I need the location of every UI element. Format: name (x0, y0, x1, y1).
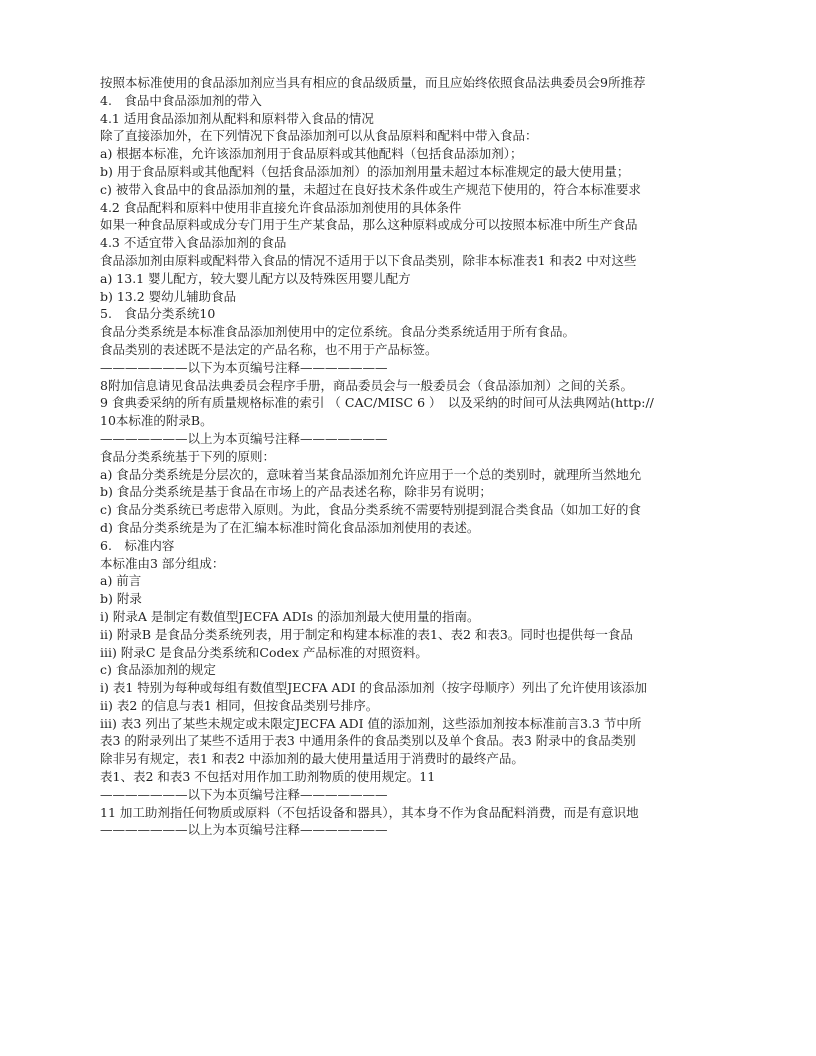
text-line: 表3 的附录列出了某些不适用于表3 中通用条件的食品类别以及单个食品。表3 附录中的食品类别 (100, 733, 636, 749)
list-item: a) 食品分类系统是分层次的，意味着当某食品添加剂允许应用于一个总的类别时，就理所当然地允 (100, 466, 642, 482)
list-item: a) 13.1 婴儿配方，较大婴儿配方以及特殊医用婴儿配方 (100, 270, 411, 286)
footnote: 9 食典委采纳的所有质量规格标准的索引 （ CAC/MISC 6 ） 以及采纳的时间可从法典网站(http:// (100, 395, 654, 411)
section-heading: 5. 食品分类系统10 (100, 306, 216, 322)
text-line: 食品分类系统是本标准食品添加剂使用中的定位系统。食品分类系统适用于所有食品。 (100, 324, 576, 340)
subsection-heading: 4.2 食品配料和原料中使用非直接允许食品添加剂使用的具体条件 (100, 199, 462, 215)
list-item: c) 食品分类系统已考虑带入原则。为此，食品分类系统不需要特别提到混合类食品（如加工好的食 (100, 502, 641, 518)
text-line: 食品添加剂由原料或配料带入食品的情况不适用于以下食品类别，除非本标准表1 和表2 中对这些 (100, 252, 637, 268)
section-heading: 4. 食品中食品添加剂的带入 (100, 92, 262, 108)
text-line: 食品类别的表述既不是法定的产品名称，也不用于产品标签。 (100, 341, 438, 357)
section-heading: 6. 标准内容 (100, 537, 175, 553)
footnote-divider: ———————以上为本页编号注释——————— (100, 430, 388, 446)
text-line: 按照本标准使用的食品添加剂应当具有相应的食品级质量，而且应始终依照食品法典委员会9所推荐 (100, 75, 646, 90)
list-item: d) 食品分类系统是为了在汇编本标准时简化食品添加剂使用的表述。 (100, 519, 480, 535)
footnote: 8附加信息请见食品法典委员会程序手册，商品委员会与一般委员会（食品添加剂）之间的关系。 (100, 377, 633, 393)
footnote-divider: ———————以上为本页编号注释——————— (100, 822, 388, 838)
text-line: 本标准由3 部分组成： (100, 555, 225, 571)
list-item: i) 附录A 是制定有数值型JECFA ADIs 的添加剂最大使用量的指南。 (100, 608, 480, 624)
text-line: 食品分类系统基于下列的原则： (100, 448, 276, 464)
document-body (100, 74, 738, 839)
footnote-divider: ———————以下为本页编号注释——————— (100, 359, 388, 375)
text-line: 如果一种食品原料或成分专门用于生产某食品，那么这种原料或成分可以按照本标准中所生产食品 (100, 217, 638, 233)
list-item: b) 用于食品原料或其他配料（包括食品添加剂）的添加剂用量未超过本标准规定的最大使用量； (100, 163, 630, 179)
list-item: ii) 附录B 是食品分类系统列表，用于制定和构建本标准的表1、表2 和表3。同时也提供每一食品 (100, 626, 633, 642)
list-item: i) 表1 特别为每种或每组有数值型JECFA ADI 的食品添加剂（按字母顺序）列出了允许使用该添加 (100, 680, 648, 696)
list-item: b) 附录 (100, 591, 142, 607)
list-item: b) 食品分类系统是基于食品在市场上的产品表述名称，除非另有说明； (100, 484, 492, 500)
list-item: iii) 表3 列出了某些未规定或未限定JECFA ADI 值的添加剂，这些添加剂按本标准前言3.3 节中所 (100, 715, 642, 731)
list-item: iii) 附录C 是食品分类系统和Codex 产品标准的对照资料。 (100, 644, 428, 660)
text-line: 除非另有规定，表1 和表2 中添加剂的最大使用量适用于消费时的最终产品。 (100, 751, 524, 767)
list-item: c) 被带入食品中的食品添加剂的量，未超过在良好技术条件或生产规范下使用的，符合本标准要求 (100, 181, 641, 197)
text-line: 除了直接添加外，在下列情况下食品添加剂可以从食品原料和配料中带入食品： (100, 128, 538, 144)
footnote: 11 加工助剂指任何物质或原料（不包括设备和器具），其本身不作为食品配料消费，而是有意识地 (100, 804, 639, 820)
subsection-heading: 4.3 不适宜带入食品添加剂的食品 (100, 235, 287, 251)
subsection-heading: 4.1 适用食品添加剂从配料和原料带入食品的情况 (100, 110, 374, 126)
list-item: a) 前言 (100, 573, 142, 589)
list-item: b) 13.2 婴幼儿辅助食品 (100, 288, 237, 304)
footnote-divider: ———————以下为本页编号注释——————— (100, 786, 388, 802)
footnote: 10本标准的附录B。 (100, 413, 213, 429)
text-line: 表1、表2 和表3 不包括对用作加工助剂物质的使用规定。11 (100, 769, 436, 785)
list-item: a) 根据本标准，允许该添加剂用于食品原料或其他配料（包括食品添加剂）； (100, 146, 523, 162)
list-item: c) 食品添加剂的规定 (100, 662, 216, 678)
list-item: ii) 表2 的信息与表1 相同，但按食品类别号排序。 (100, 697, 379, 713)
